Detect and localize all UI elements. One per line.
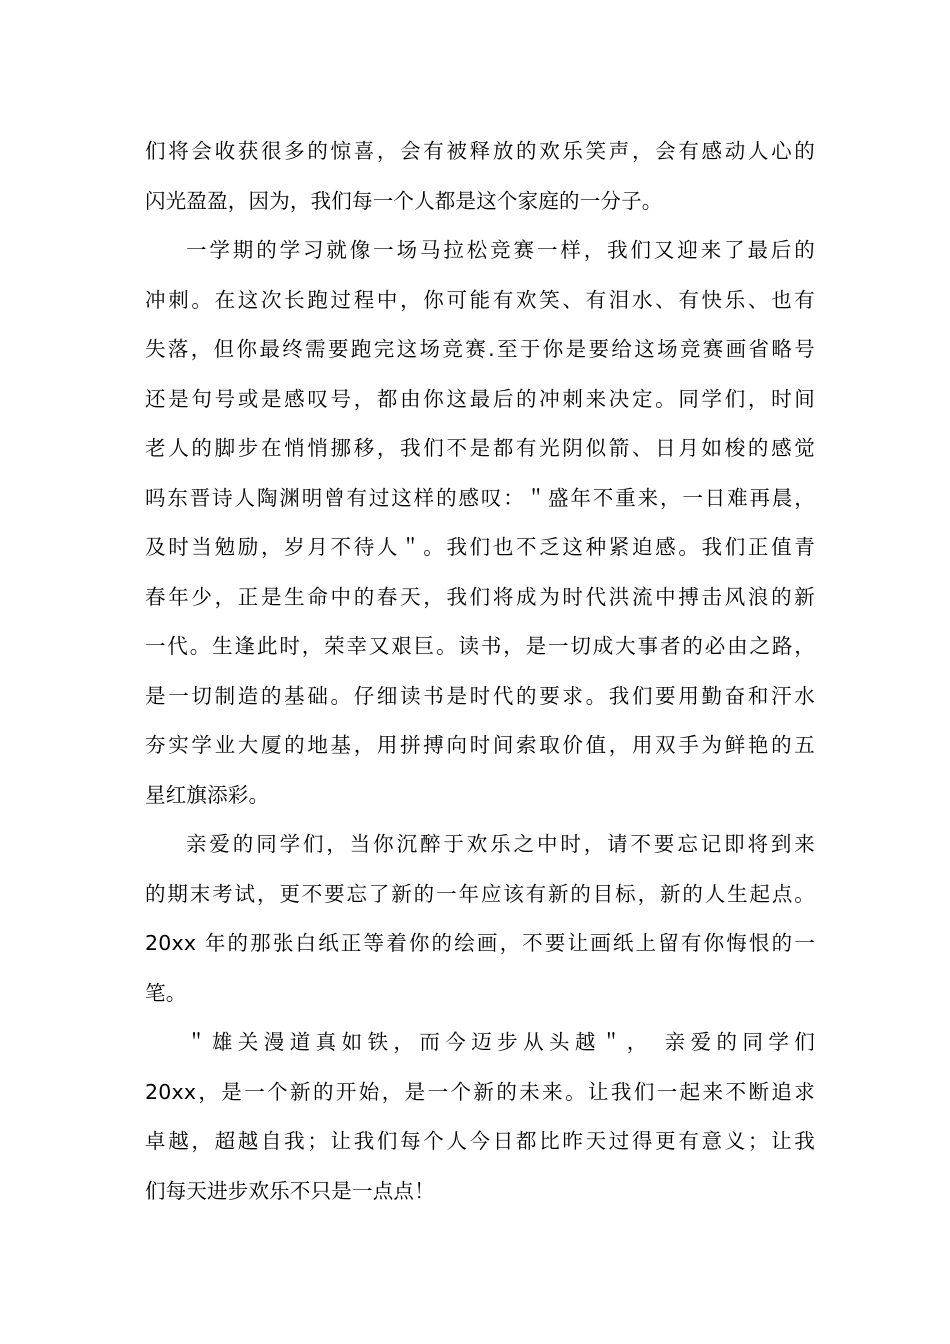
text-line (145, 1018, 815, 1068)
text-line: 冲刺。在这次长跑过程中，你可能有欢笑、有泪水、有快乐、也有 (145, 287, 815, 312)
document-body (145, 127, 815, 1216)
text-line: 20xx 年的那张白纸正等着你的绘画，不要让画纸上留有你悔恨的一 (145, 931, 815, 955)
paragraph-2 (145, 226, 815, 820)
text-line-content: ＂雄关漫道真如铁，而今迈步从头越＂， 亲爱的同学们 (186, 1030, 815, 1054)
text-line: 卓越，超越自我；让我们每个人今日都比昨天过得更有意义；让我 (145, 1129, 815, 1153)
text-line: 夯实学业大厦的地基，用拼搏向时间索取价值，用双手为鲜艳的五 (145, 733, 815, 757)
text-line-content: 亲爱的同学们，当你沉醉于欢乐之中时，请不要忘记即将到来 (186, 832, 815, 856)
text-line: 们每天进步欢乐不只是一点点！ (145, 1178, 435, 1203)
text-line: 星红旗添彩。 (145, 782, 270, 807)
text-line (145, 226, 815, 276)
text-line: 春年少，正是生命中的春天，我们将成为时代洪流中搏击风浪的新 (145, 584, 815, 609)
text-line: 是一切制造的基础。仔细读书是时代的要求。我们要用勤奋和汗水 (145, 683, 815, 708)
text-line (145, 820, 815, 870)
paragraph-1 (145, 127, 815, 226)
text-line: 吗东晋诗人陶渊明曾有过这样的感叹：＂盛年不重来，一日难再晨， (145, 485, 815, 510)
text-line: 一代。生逢此时，荣幸又艰巨。读书，是一切成大事者的必由之路， (145, 634, 815, 658)
text-line: 们将会收获很多的惊喜，会有被释放的欢乐笑声，会有感动人心的 (145, 139, 815, 163)
text-line: 老人的脚步在悄悄挪移，我们不是都有光阴似箭、日月如梭的感觉 (145, 436, 815, 460)
text-line-content: 一学期的学习就像一场马拉松竞赛一样，我们又迎来了最后的 (186, 238, 815, 262)
text-line: 还是句号或是感叹号，都由你这最后的冲刺来决定。同学们，时间 (145, 386, 815, 411)
text-line: 闪光盈盈，因为，我们每一个人都是这个家庭的一分子。 (145, 188, 663, 213)
text-line: 失落，但你最终需要跑完这场竞赛.至于你是要给这场竞赛画省略号 (145, 337, 815, 361)
text-line: 笔。 (145, 980, 187, 1005)
text-line: 的期末考试，更不要忘了新的一年应该有新的目标，新的人生起点。 (145, 881, 815, 906)
text-line: 及时当勉励，岁月不待人＂。我们也不乏这种紧迫感。我们正值青 (145, 535, 815, 559)
paragraph-3 (145, 820, 815, 1018)
paragraph-4 (145, 1018, 815, 1216)
text-line: 20xx，是一个新的开始，是一个新的未来。让我们一起来不断追求 (145, 1079, 815, 1104)
